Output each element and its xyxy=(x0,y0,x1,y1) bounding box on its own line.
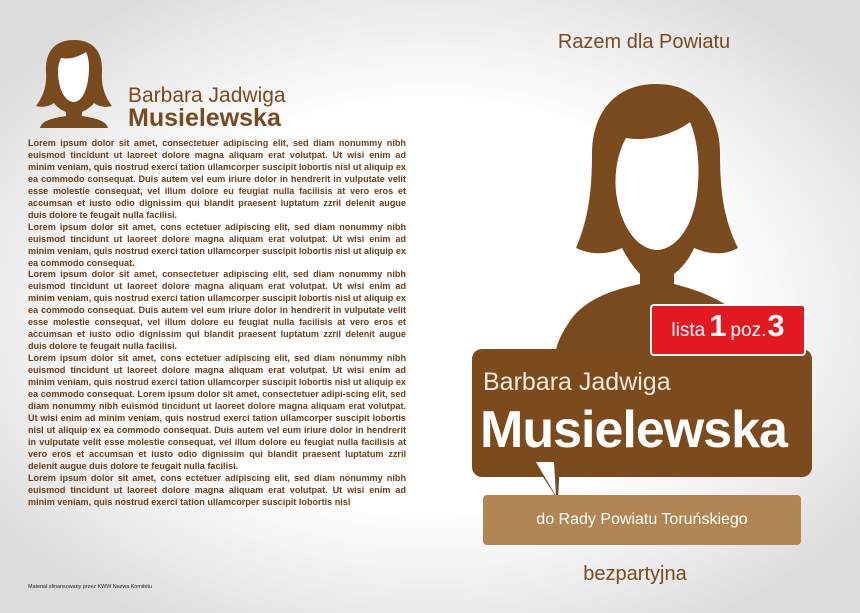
paragraph: Lorem ipsum dolor sit amet, cons ectetuer adipiscing elit, sed diam nonummy nibh euismod tincidunt ut laoreet dolore magna aliquam erat volutpat. Ut wisi enim ad minim veniam, quis nostrud exerci tation ullamcorper suscipit lobortis nisl xyxy=(28,472,406,507)
council-banner xyxy=(483,495,801,545)
list-label: lista xyxy=(671,320,706,341)
position-number: 3 xyxy=(767,308,785,343)
position-label: poz. xyxy=(730,320,767,341)
funding-note: Materiał sfinansowany przez KWW Nazwa Komitetu xyxy=(28,584,153,590)
paragraph: Lorem ipsum dolor sit amet, cons ectetuer adipiscing elit, sed diam nonummy nibh euismod tincidunt ut laoreet dolore magna aliquam erat volutpat. Ut wisi enim ad minim veniam, quis nostrud exerci tation ullamcorper suscipit lobortis nisl ut aliquip ex ea commodo consequat. xyxy=(28,221,406,268)
list-position-badge xyxy=(652,306,804,354)
list-number: 1 xyxy=(709,308,727,343)
paragraph: Lorem ipsum dolor sit amet, cons ectetuer adipiscing elit, sed diam nonummy nibh euismod tincidunt ut laoreet dolore magna aliquam erat volutpat. Ut wisi enim ad minim veniam, quis nostrud exerci tation ullamcorper suscipit lobortis nisl ut aliquip ex ea commodo consequat. Lorem ipsum dolor sit amet, consectetuer adipi-scing elit, sed diam nonummy nibh euismod tincidunt ut laoreet dolore magna aliquam erat volutpat. Ut wisi enim ad minim veniam, quis nostrud exerci tation ullamcorper suscipit lobortis nisl ut aliquip ex ea commodo consequat. Duis autem vel eum iriure dolor in hendrerit in vulputate velit esse molestie consequat, vel illum dolore eu feugiat nulla facilisis at vero eros et accumsan et iusto odio dignissim qui blandit praesent luptatum zzril delenit augue duis dolore te feugait nulla facilisi. xyxy=(28,353,406,471)
candidate-first-names: Barbara Jadwiga xyxy=(483,368,671,396)
candidate-last-name: Musielewska xyxy=(128,104,281,132)
paragraph: Lorem ipsum dolor sit amet, consectetuer adipiscing elit, sed diam nonummy nibh euismod tincidunt ut laoreet dolore magna aliquam erat volutpat. Ut wisi enim ad minim veniam, quis nostrud exerci tation ullamcorper suscipit lobortis nisl ut aliquip ex ea commodo consequat. Duis autem vel eum iriure dolor in hendrerit in vulputate velit esse molestie consequat, vel illum dolore eu feugiat nulla facilisis at vero eros et accumsan et iusto odio dignissim qui blandit praesent luptatum zzril delenit augue duis dolore te feugait nulla facilisi. xyxy=(28,138,406,220)
paragraph: Lorem ipsum dolor sit amet, consectetuer adipiscing elit, sed diam nonummy nibh euismod tincidunt ut laoreet dolore magna aliquam erat volutpat. Ut wisi enim ad minim veniam, quis nostrud exerci tation ullamcorper suscipit lobortis nisl ut aliquip ex ea commodo consequat. Duis autem vel eum iriure dolor in hendrerit in vulputate velit esse molestie consequat, vel illum dolore eu feugiat nulla facilisis at vero eros et accumsan et iusto odio dignissim qui blandit praesent luptatum zzril delenit augue duis dolore te feugait nulla facilisi. xyxy=(28,269,406,352)
portrait-icon xyxy=(28,36,120,128)
slogan: Razem dla Powiatu xyxy=(557,31,731,53)
candidate-last-name: Musielewska xyxy=(480,401,787,459)
council-label: do Rady Powiatu Toruńskiego xyxy=(536,511,748,528)
candidate-first-names: Barbara Jadwiga xyxy=(128,84,286,107)
party-affiliation: bezpartyjna xyxy=(583,563,687,585)
body-text xyxy=(28,138,406,509)
